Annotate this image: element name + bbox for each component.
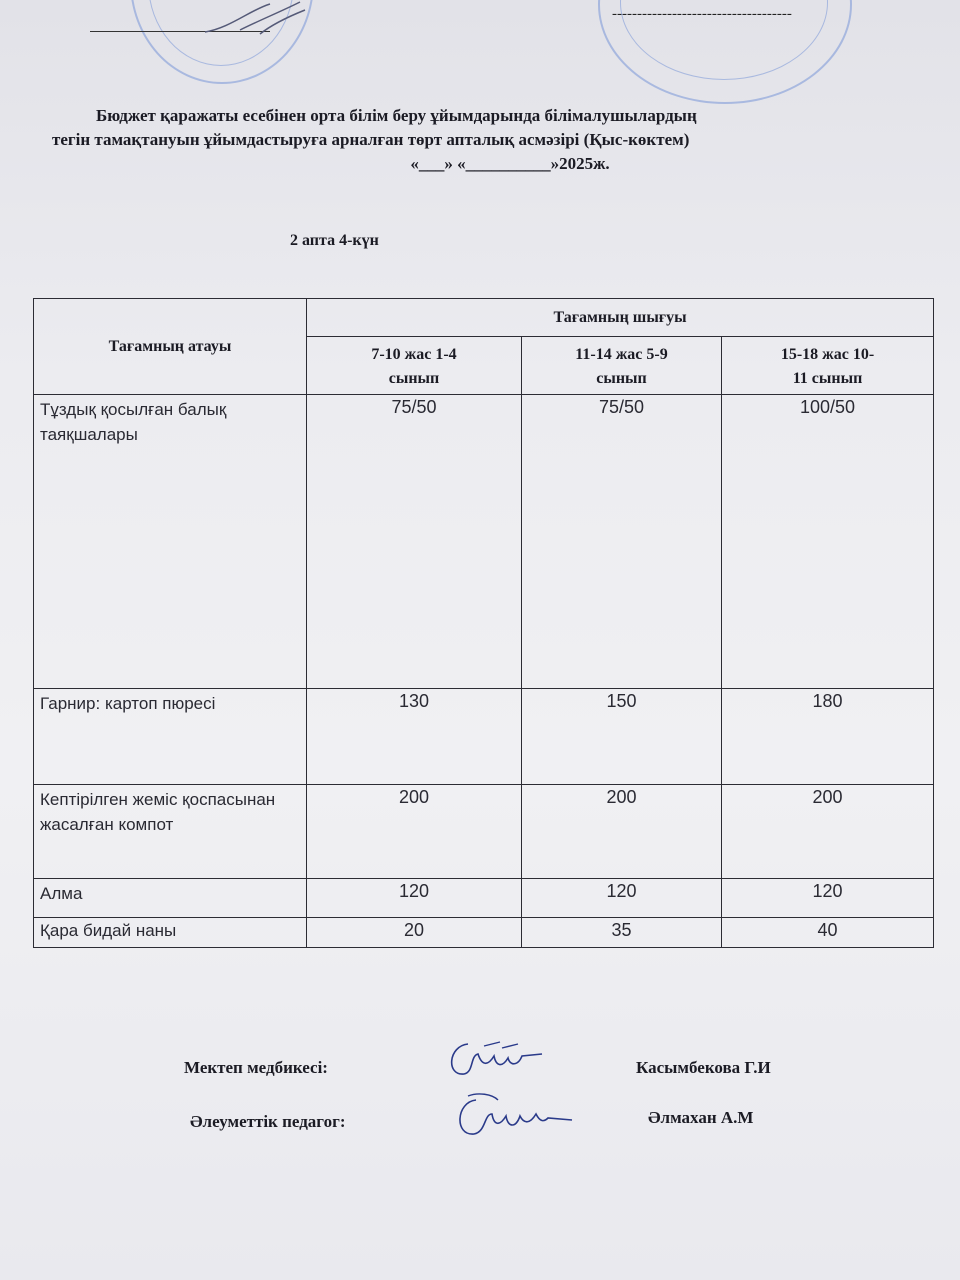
age-group-2-line1: 11-14 жас 5-9 [575, 346, 668, 363]
nurse-signature-icon [438, 1036, 548, 1086]
column-header-age-group-3 [722, 337, 934, 395]
age-group-3-line2: 11 сынып [792, 370, 863, 387]
portion-cell: 120 [307, 879, 522, 918]
signature-line-right: ------------------------------------ [612, 6, 792, 22]
table-row [34, 689, 934, 785]
table-header-row [34, 299, 934, 337]
age-group-2-line2: сынып [596, 370, 647, 387]
age-group-1-line1: 7-10 жас 1-4 [371, 346, 457, 363]
nurse-name: Касымбекова Г.И [636, 1058, 771, 1077]
portion-cell: 200 [722, 785, 934, 879]
nurse-label: Мектеп медбикесі: [184, 1058, 328, 1077]
portion-cell: 200 [522, 785, 722, 879]
table-row [34, 785, 934, 879]
dish-name-cell: Алма [34, 879, 307, 918]
age-group-1-line2: сынып [388, 370, 440, 387]
title-date-line: «___» «__________»2025ж. [410, 154, 610, 173]
portion-cell: 100/50 [722, 395, 934, 689]
column-header-yield: Тағамның шығуы [307, 299, 934, 337]
pedagogue-name: Әлмахан А.М [648, 1108, 754, 1127]
title-line-1: Бюджет қаражаты есебінен орта білім беру ұйымдарында білімалушылардың [96, 106, 697, 125]
week-day-label: 2 апта 4-күн [290, 232, 379, 249]
portion-cell: 40 [722, 918, 934, 948]
portion-cell: 150 [522, 689, 722, 785]
column-header-dish-name: Тағамның атауы [34, 299, 307, 395]
portion-cell: 35 [522, 918, 722, 948]
top-signature-icon [200, 0, 310, 40]
portion-cell: 200 [307, 785, 522, 879]
dish-name-cell: Гарнир: картоп пюресі [34, 689, 307, 785]
table-row [34, 395, 934, 689]
title-line-2: тегін тамақтануын ұйымдастыруға арналған төрт апталық асмәзірі (Қыс-көктем) [52, 130, 690, 149]
column-header-age-group-2 [522, 337, 722, 395]
pedagogue-label: Әлеуметтік педагог: [190, 1112, 346, 1131]
portion-cell: 130 [307, 689, 522, 785]
table-row [34, 918, 934, 948]
portion-cell: 120 [722, 879, 934, 918]
dish-name-cell: Тұздық қосылған балық таяқшалары [34, 395, 307, 689]
age-group-3-line1: 15-18 жас 10- [780, 346, 875, 363]
portion-cell: 20 [307, 918, 522, 948]
column-header-age-group-1 [307, 337, 522, 395]
portion-cell: 75/50 [522, 395, 722, 689]
dish-name-cell: Кептірілген жеміс қоспасынан жасалған компот [34, 785, 307, 879]
pedagogue-signature-icon [448, 1088, 578, 1148]
table-row [34, 879, 934, 918]
dish-name-cell: Қара бидай наны [34, 918, 307, 948]
menu-table [33, 298, 934, 948]
portion-cell: 180 [722, 689, 934, 785]
portion-cell: 75/50 [307, 395, 522, 689]
portion-cell: 120 [522, 879, 722, 918]
